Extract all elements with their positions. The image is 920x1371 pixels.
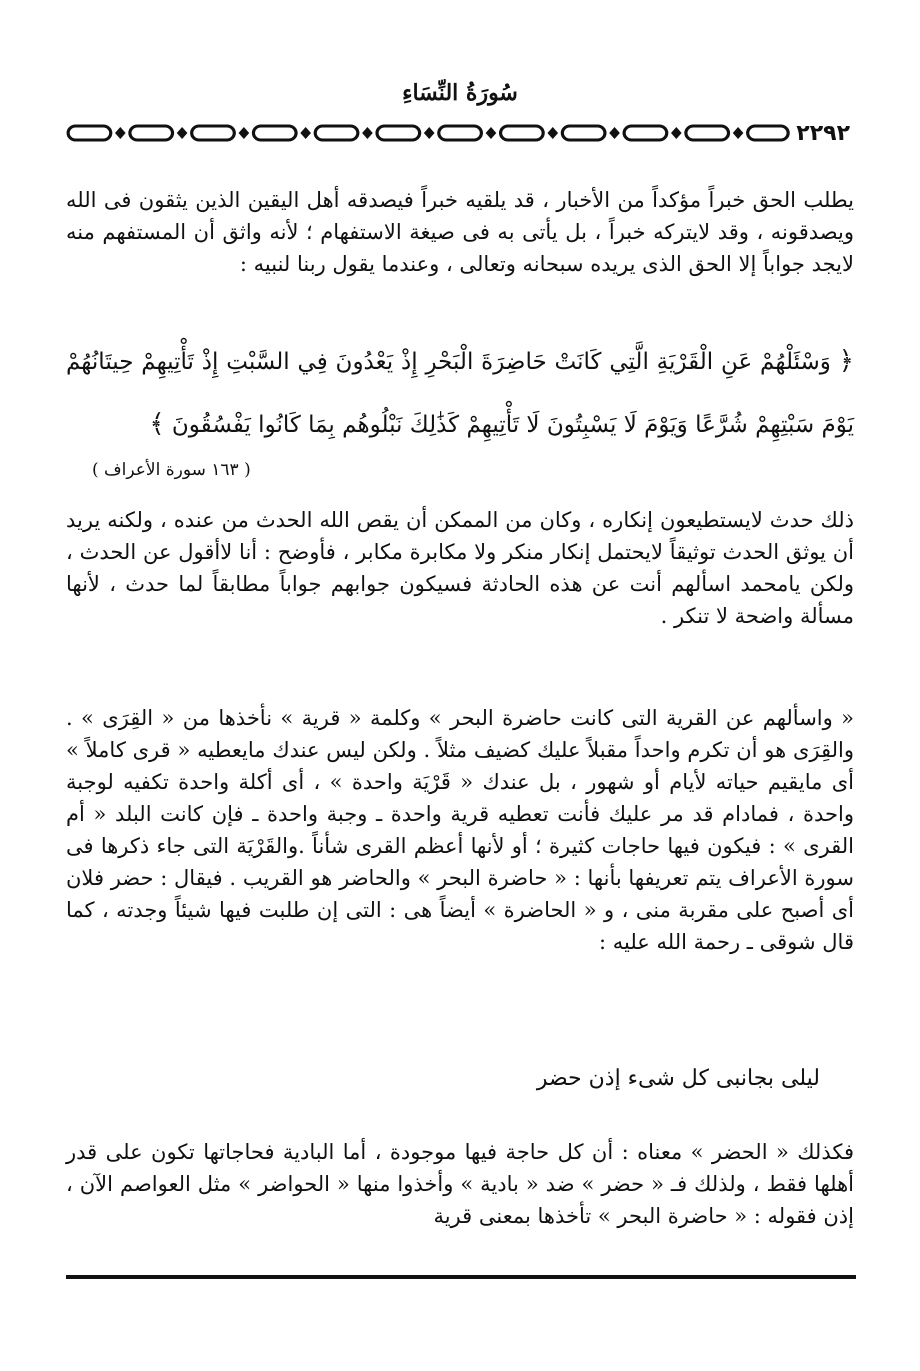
verse-close-bracket: ﴾ xyxy=(149,409,165,439)
paragraph-event xyxy=(66,504,854,632)
header-ornament-bar xyxy=(66,118,856,148)
poem-line: ليلى بجانبى كل شىء إذن حضر xyxy=(536,1066,820,1091)
paragraph-text: « واسألهم عن القرية التى كانت حاضرة البحر » وكلمة « قرية » نأخذها من « القِرَى » . والقِرَى هو أن تكرم واحداً مقبلاً عليك كضيف مثلاً . ولكن ليس عندك مايعطيه « قرى كاملاً » أى مايقيم حياته لأيام أو شهور ، بل عندك « قَرْيَة واحدة » ، أى أكلة واحدة تكفيه لوجبة واحدة ، فمادام قد مر عليك فأنت تعطيه قرية واحدة ـ وجبة واحدة ـ فإن كانت البلد « أم القرى » : فيكون فيها حاجات كثيرة ؛ أو لأنها أعظم القرى شأناً .والقَرْيَة التى جاء ذكرها فى سورة الأعراف يتم تعريفها بأنها : « حاضرة البحر » والحاضر هو القريب . فيقال : حضر فلان أى أصبح على مقربة منى ، و « الحاضرة » أيضاً هى : التى إن طلبت فيها شيئاً وجدته ، كما قال شوقى ـ رحمة الله عليه : xyxy=(66,706,854,954)
surah-title: سُورَةُ النِّسَاءِ xyxy=(402,80,518,106)
paragraph-hadar xyxy=(66,1136,854,1232)
paragraph-text: ذلك حدث لايستطيعون إنكاره ، وكان من الممكن أن يقص الله الحدث من عنده ، ولكنه يريد أن يوثق الحدث توثيقاً لايحتمل إنكار منكر ولا مكابرة مكابر ، فأوضح : أنا لاأقول عن الحدث ، ولكن يامحمد اسألهم أنت عن هذه الحادثة فسيكون جوابهم جواباً مطابقاً لما حدث ، لأنها مسألة واضحة لا تنكر . xyxy=(66,508,854,628)
quran-verse xyxy=(66,330,854,456)
chain-ornament xyxy=(66,122,790,144)
paragraph-text: يطلب الحق خبراً مؤكداً من الأخبار ، قد يلقيه خبراً فيصدقه أهل اليقين الذين يثقون فى الله ويصدقونه ، وقد لايتركه خبراً ، بل يأتى به فى صيغة الاستفهام ؛ لأنه واثق أن المستفهم منه لايجد جواباً إلا الحق الذى يريده سبحانه وتعالى ، وعندما يقول ربنا لنبيه : xyxy=(66,188,854,276)
verse-text: وَسْئَلْهُمْ عَنِ الْقَرْيَةِ الَّتِي كَانَتْ حَاضِرَةَ الْبَحْرِ إِذْ يَعْدُونَ فِي السَّبْتِ إِذْ تَأْتِيهِمْ حِيتَانُهُمْ يَوْمَ سَبْتِهِمْ شُرَّعًا وَيَوْمَ لَا يَسْبِتُونَ لَا تَأْتِيهِمْ كَذَٰلِكَ نَبْلُوهُم بِمَا كَانُوا يَفْسُقُونَ xyxy=(66,349,854,438)
verse-reference: ( ١٦٣ سورة الأعراف ) xyxy=(92,460,251,480)
footer-divider xyxy=(66,1275,856,1279)
verse-open-bracket: ﴿ xyxy=(838,346,854,376)
page-number: ٢٢٩٢ xyxy=(796,120,850,146)
paragraph-text: فكذلك « الحضر » معناه : أن كل حاجة فيها موجودة ، أما البادية فحاجاتها تكون على قدر أهلها فقط ، ولذلك فـ « حضر » ضد « بادية » وأخذوا منها « الحواضر » مثل العواصم الآن ، إذن فقوله : « حاضرة البحر » تأخذها بمعنى قرية xyxy=(66,1140,854,1228)
paragraph-intro xyxy=(66,184,854,280)
paragraph-village xyxy=(66,702,854,958)
